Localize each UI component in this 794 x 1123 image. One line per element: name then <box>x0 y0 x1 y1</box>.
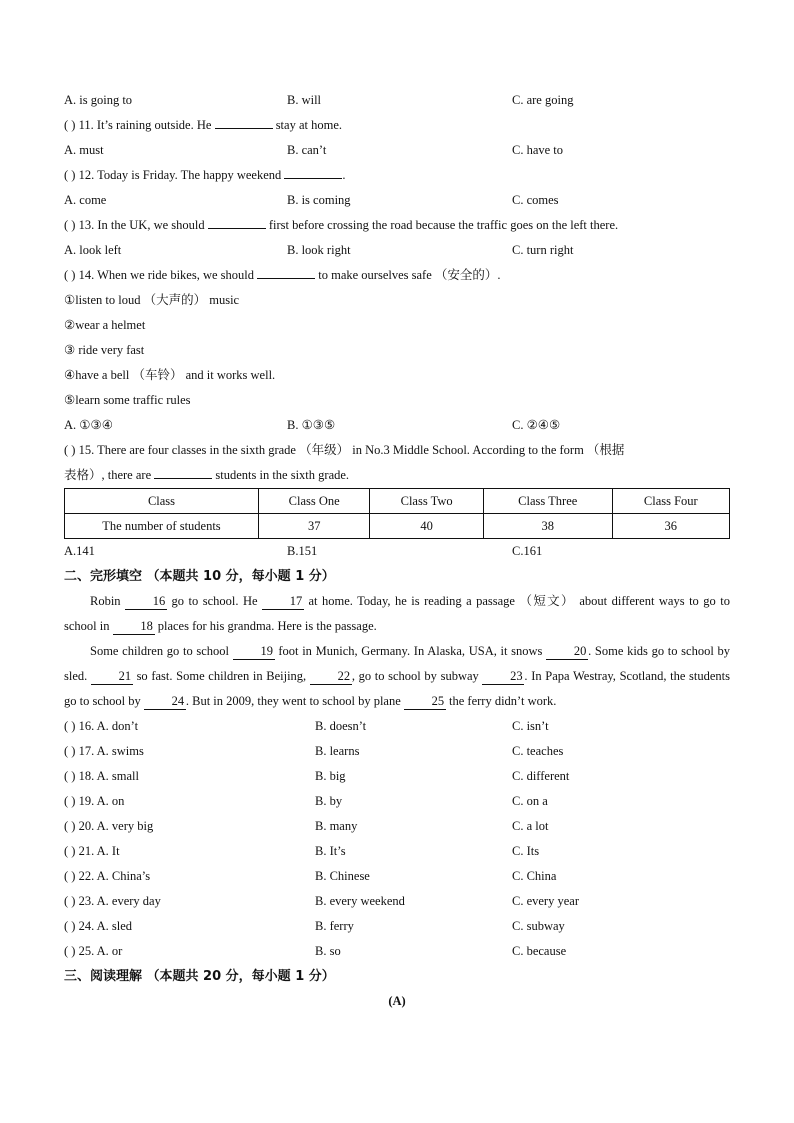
question-option-b: B. by <box>315 794 343 808</box>
cloze-question-row <box>64 939 730 964</box>
question-option-c: C. China <box>512 869 557 883</box>
q14-option-a: A. ①③④ <box>64 418 113 432</box>
question-option-b: B. every weekend <box>315 894 405 908</box>
cloze-question-row <box>64 814 730 839</box>
table-row <box>65 514 730 539</box>
answer-blank <box>154 478 212 479</box>
q14-item-5: ⑤learn some traffic rules <box>64 393 191 407</box>
q13-stem: ( ) 13. In the UK, we should first before crossing the road because the traffic goes on the left there. <box>64 218 619 232</box>
question-option-a: ( ) 21. A. It <box>64 844 120 858</box>
table-header-cell: Class One <box>259 489 370 514</box>
cloze-blank-22: 22 <box>310 668 352 685</box>
cloze-question-row <box>64 764 730 789</box>
q11-option-b: B. can’t <box>287 143 327 157</box>
cloze-question-row <box>64 789 730 814</box>
table-cell: 37 <box>259 514 370 539</box>
table-cell: 38 <box>483 514 612 539</box>
table-header-cell: Class Four <box>612 489 729 514</box>
cloze-blank-20: 20 <box>546 643 588 660</box>
q12-option-c: C. comes <box>512 193 559 207</box>
question-option-a: ( ) 18. A. small <box>64 769 139 783</box>
question-option-b: B. It’s <box>315 844 346 858</box>
q12-option-b: B. is coming <box>287 193 351 207</box>
q13-option-c: C. turn right <box>512 243 574 257</box>
q15-option-c: C.161 <box>512 544 543 558</box>
paragraph-text: Robin <box>90 594 126 608</box>
cloze-question-row <box>64 889 730 914</box>
table-cell: The number of students <box>65 514 259 539</box>
question-option-a: ( ) 22. A. China’s <box>64 869 151 883</box>
q15-options <box>64 539 730 564</box>
paragraph-text: places for his grandma. Here is the passage. <box>154 619 377 633</box>
table-cell: 36 <box>612 514 729 539</box>
question-option-c: C. subway <box>512 919 565 933</box>
q10-option-c: C. are going <box>512 93 574 107</box>
cloze-paragraph-2 <box>64 639 730 714</box>
question-option-c: C. on a <box>512 794 548 808</box>
cloze-question-row <box>64 864 730 889</box>
cloze-blank-25: 25 <box>404 693 446 710</box>
class-students-table <box>64 488 730 539</box>
q14-options <box>64 413 730 438</box>
question-option-a: ( ) 24. A. sled <box>64 919 133 933</box>
answer-blank <box>257 278 315 279</box>
paragraph-text: go to school. He <box>167 594 263 608</box>
table-header-row <box>65 489 730 514</box>
section-heading-reading: 三、阅读理解 （本题共 20 分，每小题 1 分） <box>64 969 335 984</box>
question-option-b: B. many <box>315 819 358 833</box>
paragraph-text: , go to school by subway <box>351 669 483 683</box>
paragraph-text: . In Papa Westray, Scotland, the students go to school by <box>64 669 730 708</box>
answer-blank <box>208 228 266 229</box>
q12-stem: ( ) 12. Today is Friday. The happy weekend . <box>64 168 346 182</box>
cloze-blank-21: 21 <box>91 668 133 685</box>
question-option-a: ( ) 25. A. or <box>64 944 123 958</box>
cloze-paragraph-1 <box>64 589 730 639</box>
cloze-blank-16: 16 <box>125 593 167 610</box>
q14-item-1: ①listen to loud （大声的） music <box>64 293 240 307</box>
q12-option-a: A. come <box>64 193 107 207</box>
q13-option-a: A. look left <box>64 243 122 257</box>
cloze-question-row <box>64 839 730 864</box>
cloze-blank-24: 24 <box>144 693 186 710</box>
cloze-question-row <box>64 914 730 939</box>
q15-stem-line2: 表格）, there are students in the sixth grade. <box>64 468 350 482</box>
cloze-blank-19: 19 <box>233 643 275 660</box>
paragraph-text: . Some kids go to school by sled. <box>64 644 730 683</box>
question-option-a: ( ) 23. A. every day <box>64 894 161 908</box>
paragraph-text: the ferry didn’t work. <box>445 694 557 708</box>
q11-options <box>64 138 730 163</box>
q14-item-2: ②wear a helmet <box>64 318 146 332</box>
question-option-c: C. Its <box>512 844 540 858</box>
q14-item-3: ③ ride very fast <box>64 343 145 357</box>
cloze-blank-17: 17 <box>262 593 304 610</box>
question-option-b: B. learns <box>315 744 360 758</box>
table-header-cell: Class <box>65 489 259 514</box>
cloze-question-row <box>64 714 730 739</box>
q10-option-a: A. is going to <box>64 93 133 107</box>
question-option-c: C. teaches <box>512 744 564 758</box>
q14-item-4: ④have a bell （车铃） and it works well. <box>64 368 276 382</box>
answer-blank <box>284 178 342 179</box>
cloze-question-row <box>64 739 730 764</box>
question-option-b: B. ferry <box>315 919 354 933</box>
q12-options <box>64 188 730 213</box>
question-option-c: C. every year <box>512 894 579 908</box>
q13-options <box>64 238 730 263</box>
paragraph-text: at home. Today, he is reading a passage （短文） about different ways to go to school in <box>64 594 730 633</box>
question-option-b: B. big <box>315 769 346 783</box>
q13-option-b: B. look right <box>287 243 351 257</box>
question-option-c: C. a lot <box>512 819 549 833</box>
question-option-a: ( ) 20. A. very big <box>64 819 154 833</box>
question-option-a: ( ) 16. A. don’t <box>64 719 139 733</box>
q10-option-b: B. will <box>287 93 322 107</box>
cloze-blank-23: 23 <box>482 668 524 685</box>
q10-options <box>64 88 730 113</box>
q14-stem: ( ) 14. When we ride bikes, we should to make ourselves safe （安全的）. <box>64 268 501 282</box>
q11-option-a: A. must <box>64 143 104 157</box>
question-option-c: C. isn’t <box>512 719 549 733</box>
paragraph-text: Some children go to school <box>90 644 233 658</box>
question-option-c: C. because <box>512 944 567 958</box>
question-option-b: B. so <box>315 944 341 958</box>
table-header-cell: Class Two <box>370 489 484 514</box>
q11-stem: ( ) 11. It’s raining outside. He stay at home. <box>64 118 342 132</box>
question-option-a: ( ) 17. A. swims <box>64 744 144 758</box>
q14-option-b: B. ①③⑤ <box>287 418 336 432</box>
cloze-question-list <box>64 714 730 964</box>
section-heading-cloze: 二、完形填空 （本题共 10 分，每小题 1 分） <box>64 569 335 584</box>
question-option-c: C. different <box>512 769 570 783</box>
q15-option-a: A.141 <box>64 544 95 558</box>
passage-label: (A) <box>388 994 406 1008</box>
question-option-b: B. Chinese <box>315 869 370 883</box>
q15-option-b: B.151 <box>287 544 318 558</box>
table-header-cell: Class Three <box>483 489 612 514</box>
table-cell: 40 <box>370 514 484 539</box>
paragraph-text: so fast. Some children in Beijing, <box>132 669 310 683</box>
paragraph-text: foot in Munich, Germany. In Alaska, USA, it snows <box>274 644 547 658</box>
question-option-b: B. doesn’t <box>315 719 367 733</box>
answer-blank <box>215 128 273 129</box>
exam-page <box>64 88 730 1014</box>
paragraph-text: . But in 2009, they went to school by plane <box>185 694 404 708</box>
q11-option-c: C. have to <box>512 143 564 157</box>
q14-option-c: C. ②④⑤ <box>512 418 561 432</box>
question-option-a: ( ) 19. A. on <box>64 794 125 808</box>
q15-stem-line1: ( ) 15. There are four classes in the sixth grade （年级） in No.3 Middle School. According to the form （根据 <box>64 443 625 457</box>
cloze-blank-18: 18 <box>113 618 155 635</box>
